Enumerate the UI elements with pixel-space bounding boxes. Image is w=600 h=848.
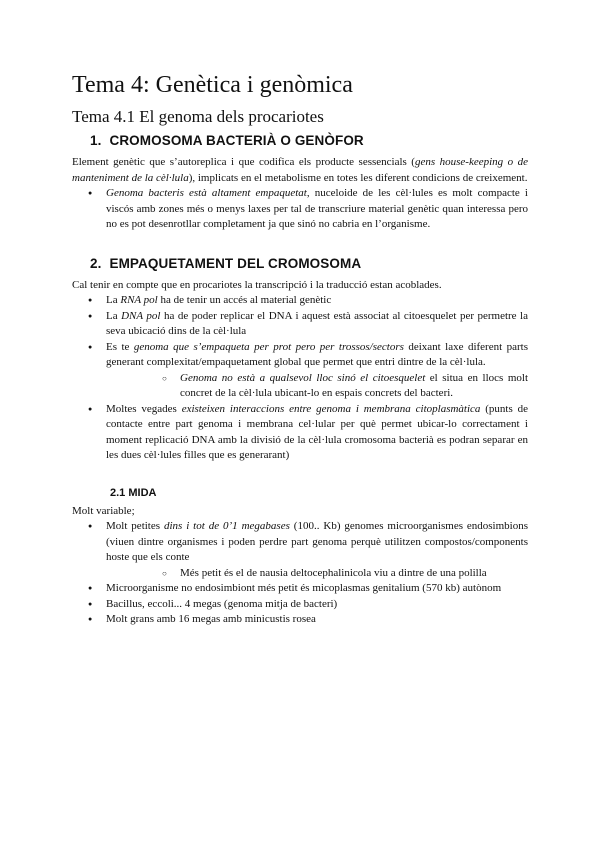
sub-list [106,371,528,402]
italic-run: Genoma bacteris està altament empaquetat [106,187,307,199]
italic-run: gens house-keeping o de manteniment de la cèl·lula [72,156,529,184]
italic-run: DNA pol [121,309,161,322]
text-run: Molt petites [106,520,164,532]
italic-run: RNA pol [120,294,158,306]
text-run: Es te [106,340,134,353]
list-item: ● Microorganisme no endosimbiont més petit és micoplasmas genitalium (570 kb) autònom [72,581,528,597]
list-item [72,186,528,233]
section-1-heading [90,132,528,150]
sub-list-item [162,371,528,402]
section-2-heading [90,255,528,273]
sub-list [106,566,528,582]
list-item [72,519,528,581]
section-2-1-list [72,519,528,628]
section-2-list [72,293,528,464]
text-run: ha de tenir un accés al material genètic [157,294,332,306]
section-2-1-intro: Molt variable; [72,504,135,517]
text-run: (punts de contacte entre part genoma i membrana cel·lular per què permet ubicar-lo correctament i moment replicació DNA amb la divisió de la cèl·lula cromosoma bacterià es podran separar en les dues cèl·lules filles que es generarant) [106,402,529,461]
list-item: ● Bacillus, eccoli... 4 megas (genoma mitja de bacteri) [72,597,528,613]
italic-run: Genoma no està a qualsevol lloc sinó el citoesquelet [180,371,426,384]
list-item [72,309,528,340]
text-run: La [106,294,121,306]
list-item [72,402,528,464]
italic-run: dins i tot de 0’1 megabases [163,520,290,532]
section-2-1-heading: 2.1 MIDA [110,486,157,499]
text-run: ), implicats en el metabolisme en totes les diferent condicions de creixement. [188,171,528,184]
italic-run: existeixen interaccions entre genoma i membrana citoplasmàtica [181,402,481,415]
list-item: ● Molt grans amb 16 megas amb minicustis rosea [72,612,528,628]
list-item [72,340,528,402]
text-run: el situa en llocs molt concret de la cèl·lula ubicant-lo en espais concrets del bacteri. [180,371,528,399]
section-2-intro: Cal tenir en compte que en procariotes la transcripció i la traducció estan acoblades. [72,278,442,291]
text-run: , nuceloide de les cèl·lules es molt compacte i viscós amb zones més o menys laxes per tal de transcriure material genètic quan interessa pero no es pot desenrotllar completament ja que sinó no cabria en l’organisme. [106,187,528,230]
list-item [72,293,528,309]
sub-list-item: ○ Més petit és el de nausia deltocephalinicola viu a dintre de una polilla [162,566,528,582]
text-run: La [106,309,122,322]
text-run: (100.. Kb) genomes microorganismes endosimbions (viuen dintre organismes i poden perdre part genoma perquè utilitzen compostos/components hoste que els conte [106,520,529,563]
section-1-number: 1. [90,133,102,148]
section-2-title: EMPAQUETAMENT DEL CROMOSOMA [109,255,362,271]
page-subtitle: Tema 4.1 El genoma dels procariotes [72,107,324,126]
text-run: Element genètic que s’autoreplica i que codifica els producte sessencials ( [72,156,415,168]
section-2-number: 2. [90,255,102,271]
text-run: ha de poder replicar el DNA i aquest està associat al citoesquelet per permetre la seva ubicació dins de la cèl·lula [106,309,528,337]
section-1-paragraph [72,155,528,186]
section-1-list [72,186,528,233]
page-title: Tema 4: Genètica i genòmica [72,72,353,98]
text-run: Moltes vegades [106,402,182,415]
italic-run: genoma que s’empaqueta per prot pero per trossos/sectors [133,340,404,353]
text-run: deixant laxe diferent parts generant complexitat/empaquetament global que permet que entri dintre de la cèl·lula. [106,340,528,368]
section-1-title: CROMOSOMA BACTERIÀ O GENÒFOR [109,133,364,148]
